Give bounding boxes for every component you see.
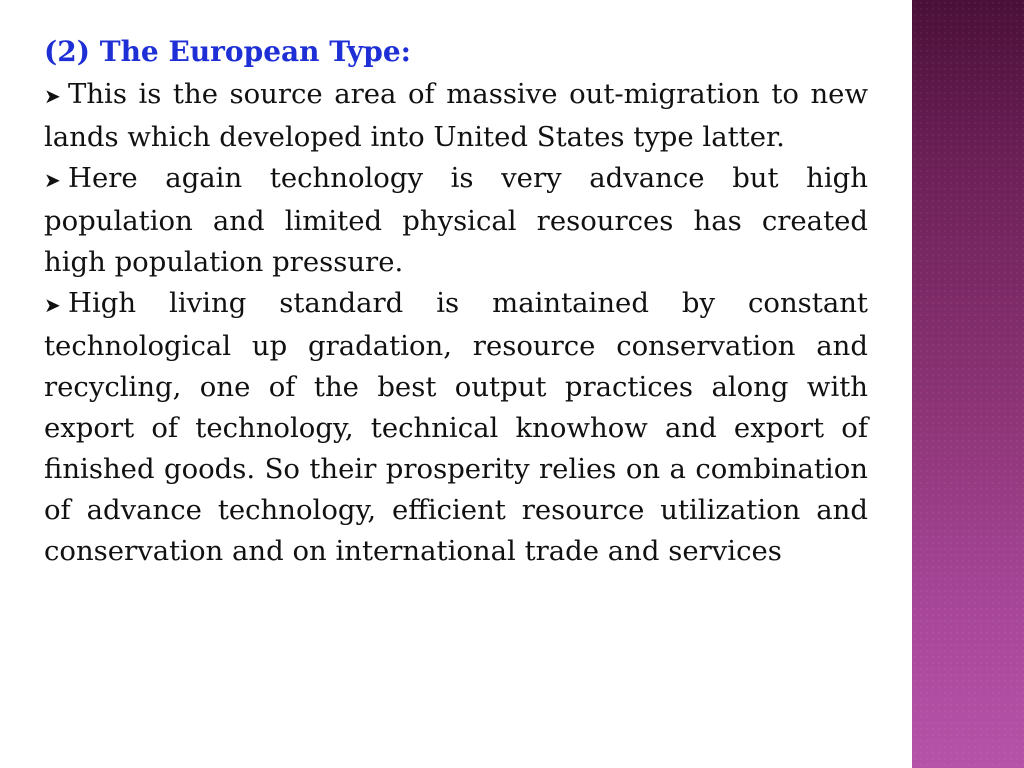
bullet-text: This is the source area of massive out-migration to new lands which developed into United States type latter. bbox=[44, 78, 868, 153]
bullet-text: High living standard is maintained by constant technological up gradation, resource conservation and recycling, one of the best output practices along with export of technology, technical knowhow and export of finished goods. So their prosperity relies on a combination of advance technology, efficient resource utilization and conservation and on international trade and services bbox=[44, 287, 868, 567]
bullet-item bbox=[44, 283, 868, 572]
slide-content bbox=[44, 30, 868, 572]
arrow-bullet-icon: ➤ bbox=[44, 168, 61, 192]
bullet-item bbox=[44, 158, 868, 283]
bullet-item bbox=[44, 74, 868, 158]
arrow-bullet-icon: ➤ bbox=[44, 84, 61, 108]
decorative-side-band bbox=[912, 0, 1024, 768]
arrow-bullet-icon: ➤ bbox=[44, 293, 61, 317]
bullet-text: Here again technology is very advance but high population and limited physical resources has created high population pressure. bbox=[44, 162, 868, 278]
slide-heading: (2) The European Type: bbox=[44, 35, 412, 68]
